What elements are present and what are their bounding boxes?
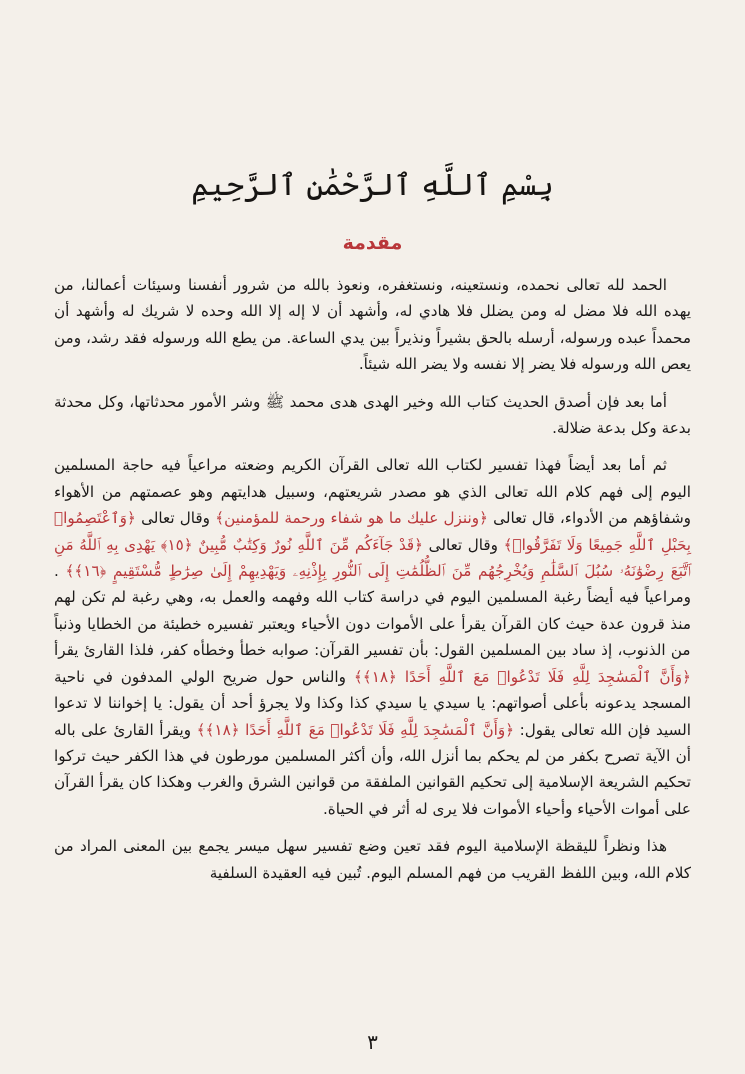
text-run: . ومراعياً فيه أيضاً رغبة المسلمين اليوم في دراسة كتاب الله وفهمه والعمل به، وهي رغبة لم تكن لهم منذ قرون عدة حيث كان القرآن يقرأ على الأموات دون الأحياء ويعتبر تفسيره خطيئة من الخطايا وذنباً من الذنوب، إذ ساد بين المسلمين القول: بأن تفسير القرآن: صوابه خطأ وخطأه كفر، فلذا القارئ يقرأ [54,562,691,660]
text-run: والناس حول ضريح الولي المدفون في ناحية المسجد يدعونه بأعلى أصواتهم: يا سيدي يا سيدي كذا وكذا ولا يجرؤ أحد أن يقول: يا إخواننا لا تدعوا السيد فإن الله تعالى يقول: [54,667,691,739]
text-run: وقال تعالى [135,509,210,528]
text-run: الحمد لله تعالى نحمده، ونستعينه، ونستغفره، ونعوذ بالله من شرور أنفسنا وسيئات أعمالنا، من يهده الله فلا مضل له ومن يضلل فلا هادي له، وأشهد أن لا إله إلا الله وحده لا شريك له وأشهد أن محمداً عبده ورسوله، أرسله بالحق بشيراً ونذيراً بين يدي الساعة. من يطع الله ورسوله فقد رشد، ومن يعص الله ورسوله فلا يضر إلا نفسه ولا يضر الله شيئاً. [54,276,691,374]
quran-verse: ﴿وَٱعْتَصِمُوا۟ بِحَبْلِ ٱللَّهِ جَمِيعًا وَلَا تَفَرَّقُوا۟﴾ [54,509,692,554]
text-run: هذا ونظراً لليقظة الإسلامية اليوم فقد تعين وضع تفسير سهل ميسر يجمع بين المعنى المراد من كلام الله، وبين اللفظ القريب من فهم المسلم اليوم. تُبين فيه العقيدة السلفية [54,837,691,882]
text-run: وقال تعالى [423,535,498,554]
text-run: ثم أما بعد أيضاً فهذا تفسير لكتاب الله تعالى القرآن الكريم وضعته مراعياً فيه حاجة المسلمين اليوم إلى فهم كلام الله تعالى الذي هو مصدر شريعتهم، وسبيل هدايتهم وهو عصمتهم من الأهواء وشفاؤهم من الأدواء، قال تعالى [54,456,692,528]
paragraph [54,389,691,442]
quran-verse: ﴿قَدْ جَآءَكُم مِّنَ ٱللَّهِ نُورٌ وَكِتَٰبٌ مُّبِينٌ ﴿١٥﴾ يَهْدِى بِهِ ٱللَّهُ مَنِ ٱتَّبَعَ رِضْوَٰنَهُۥ سُبُلَ ٱلسَّلَٰمِ وَيُخْرِجُهُم مِّنَ ٱلظُّلُمَٰتِ إِلَى ٱلنُّورِ بِإِذْنِهِۦ وَيَهْدِيهِمْ إِلَىٰ صِرَٰطٍ مُّسْتَقِيمٍ ﴿١٦﴾﴾ [54,535,691,581]
quran-verse: ﴿وَأَنَّ ٱلْمَسَٰجِدَ لِلَّهِ فَلَا تَدْعُوا۟ مَعَ ٱللَّهِ أَحَدًا ﴿١٨﴾﴾ [353,667,691,686]
paragraph [54,452,691,822]
text-run: ويقرأ القارئ على باله أن الآية تصرح بكفر من لم يحكم بما أنزل الله، وأن أكثر المسلمين مورطون في هذا الكفر حيث تركوا تحكيم الشريعة الإسلامية إلى تحكيم القوانين الملفقة من قوانين الشرق والغرب وهكذا كان يقرأ القرآن على أموات الأحياء وأحياء الأموات فلا يرى له أثر في الحياة. [54,720,691,818]
quran-quote: ﴿وننزل عليك ما هو شفاء ورحمة للمؤمنين﴾ [215,509,488,528]
paragraph [54,272,691,378]
basmala-heading: بِسْمِ ٱللَّهِ ٱلرَّحْمَٰنِ ٱلرَّحِيمِ [191,168,554,203]
section-title: مقدمة [342,232,403,254]
paragraph [54,833,691,886]
page-number: ٣ [367,1030,378,1054]
quran-verse: ﴿وَأَنَّ ٱلْمَسَٰجِدَ لِلَّهِ فَلَا تَدْعُوا۟ مَعَ ٱللَّهِ أَحَدًا ﴿١٨﴾﴾ [196,720,515,739]
body-text [54,272,691,897]
text-run: أما بعد فإن أصدق الحديث كتاب الله وخير الهدى هدى محمد ﷺ وشر الأمور محدثاتها، وكل محدثة بدعة وكل بدعة ضلالة. [54,392,691,438]
